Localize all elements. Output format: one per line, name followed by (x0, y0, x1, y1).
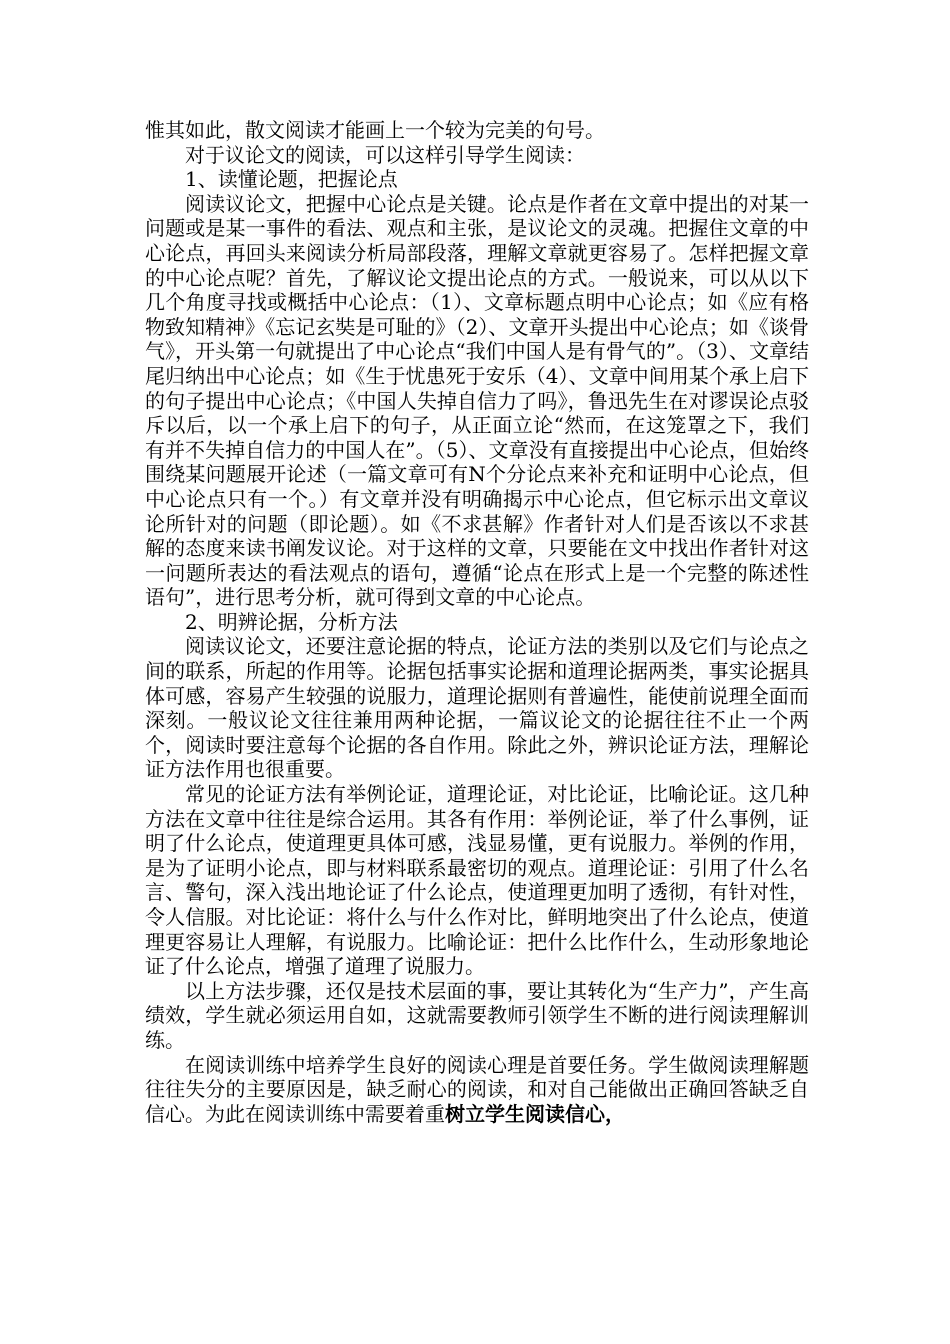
paragraph-methods: 常见的论证方法有举例论证，道理论证，对比论证，比喻论证。这几种方法在文章中往往是综合运用。其各有作用：举例论证，举了什么事例，证明了什么论点，使道理更具体可感，浅显易懂，更有说服力。举例的作用，是为了证明小论点，即与材料联系最密切的观点。道理论证：引用了什么名言、警句，深入浅出地论证了什么论点，使道理更加明了透彻，有针对性，令人信服。对比论证：将什么与什么作对比，鲜明地突出了什么论点，使道理更容易让人理解，有说服力。比喻论证：把什么比作什么，生动形象地论证了什么论点，增强了道理了说服力。 (145, 782, 809, 979)
paragraph-psychology (145, 1053, 809, 1127)
paragraph-psychology-bold: 树立学生阅读信心， (445, 1101, 625, 1126)
section-heading-2: 2、明辨论据，分析方法 (185, 609, 398, 634)
paragraph-continuation: 惟其如此，散文阅读才能画上一个较为完美的句号。 (145, 118, 605, 142)
paragraph-evidence: 阅读议论文，还要注意论据的特点，论证方法的类别以及它们与论点之间的联系，所起的作用等。论据包括事实论据和道理论据两类，事实论据具体可感，容易产生较强的说服力，道理论据则有普遍性，能使前说理全面而深刻。一般议论文往往兼用两种论据，一篇议论文的论据往往不止一个两个，阅读时要注意每个论据的各自作用。除此之外，辨识论证方法，理解论证方法作用也很重要。 (145, 634, 809, 782)
section-heading-1: 1、读懂论题，把握论点 (185, 167, 398, 192)
paragraph-intro: 对于议论文的阅读，可以这样引导学生阅读： (185, 142, 585, 167)
paragraph-training: 以上方法步骤，还仅是技术层面的事，要让其转化为“生产力”，产生高绩效，学生就必须运用自如，这就需要教师引领学生不断的进行阅读理解训练。 (145, 978, 809, 1052)
paragraph-thesis: 阅读议论文，把握中心论点是关键。论点是作者在文章中提出的对某一问题或是某一事件的看法、观点和主张，是议论文的灵魂。把握住文章的中心论点，再回头来阅读分析局部段落，理解文章就更容易了。怎样把握文章的中心论点呢？首先，了解议论文提出论点的方式。一般说来，可以从以下几个角度寻找或概括中心论点：（1）、文章标题点明中心论点；如《应有格物致知精神》《忘记玄奘是可耻的》（2）、文章开头提出中心论点；如《谈骨气》，开头第一句就提出了中心论点“我们中国人是有骨气的”。（3）、文章结尾归纳出中心论点；如《生于忧患死于安乐（4）、文章中间用某个承上启下的句子提出中心论点；《中国人失掉自信力了吗》，鲁迅先生在对谬误论点驳斥以后，以一个承上启下的句子，从正面立论“然而，在这笼罩之下，我们有并不失掉自信力的中国人在”。（5）、文章没有直接提出中心论点，但始终围绕某问题展开论述（一篇文章可有N个分论点来补充和证明中心论点，但中心论点只有一个。）有文章并没有明确揭示中心论点，但它标示出文章议论所针对的问题（即论题）。如《不求甚解》作者针对人们是否该以不求甚解的态度来读书阐发议论。对于这样的文章，只要能在文中找出作者针对这一问题所表达的看法观点的语句，遵循“论点在形式上是一个完整的陈述性语句”，进行思考分析，就可得到文章的中心论点。 (145, 191, 809, 610)
document-body (145, 118, 809, 1126)
paragraph-psychology-text: 在阅读训练中培养学生良好的阅读心理是首要任务。学生做阅读理解题往往失分的主要原因是，缺乏耐心的阅读，和对自己能做出正确回答缺乏自信心。为此在阅读训练中需要着重 (145, 1052, 809, 1126)
